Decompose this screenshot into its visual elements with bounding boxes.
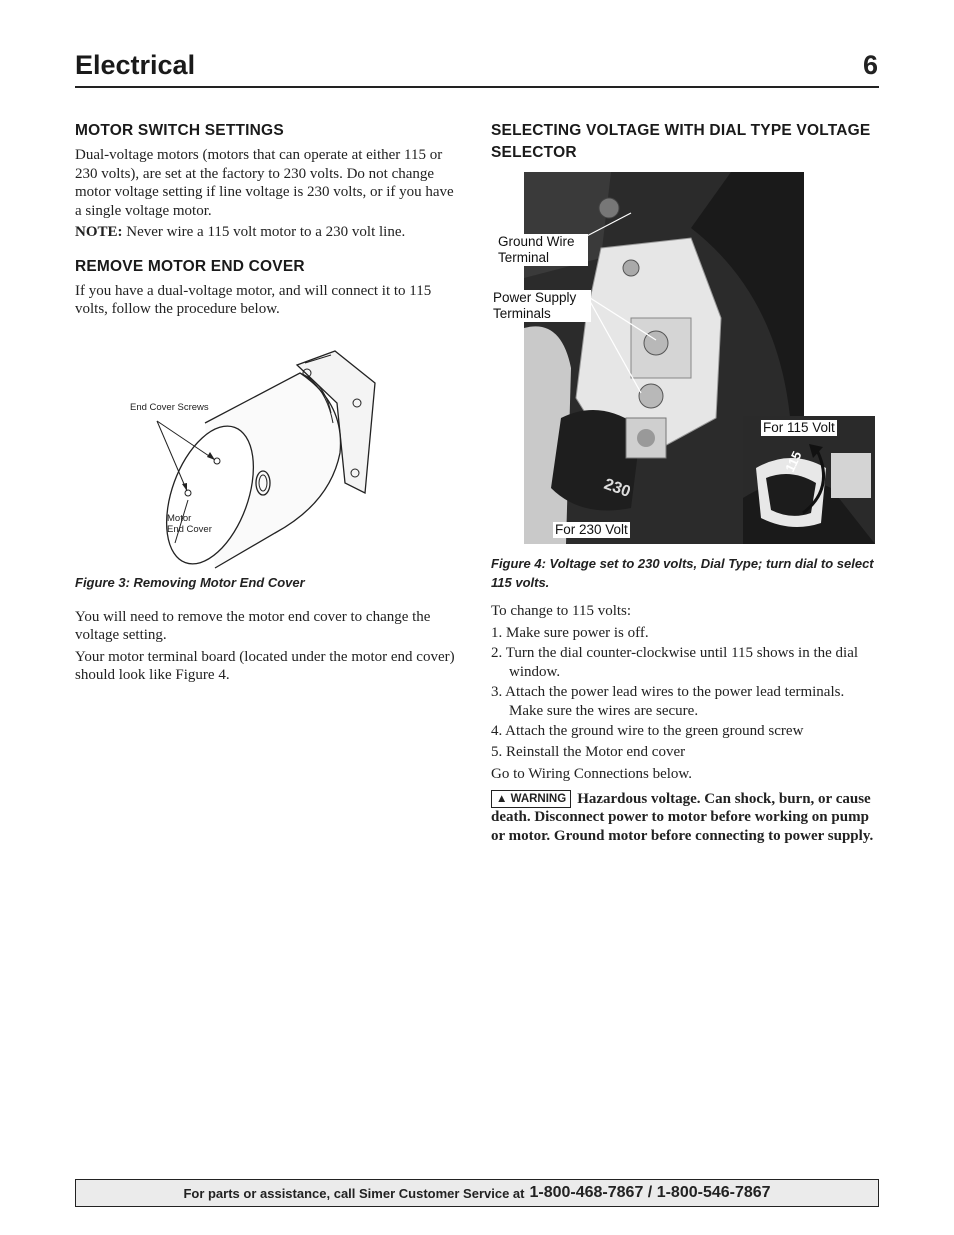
callout-115-volt: For 115 Volt [763, 420, 835, 435]
remove-cover-heading: REMOVE MOTOR END COVER [75, 257, 305, 275]
figure-4 [491, 168, 881, 548]
para-remove-cover: You will need to remove the motor end cover to change the voltage setting. [75, 608, 431, 643]
terminal-photo [491, 168, 881, 548]
title-rule [75, 86, 879, 88]
para-terminal-board: Your motor terminal board (located under the motor end cover) should look like Figure 4. [75, 648, 455, 683]
steps-intro: To change to 115 volts: [491, 603, 632, 619]
label-end-cover: End Cover [167, 523, 212, 535]
label-motor-end-cover [167, 513, 212, 535]
callout-ground-wire: Ground Wire Terminal [496, 234, 588, 266]
figure-3 [75, 343, 460, 573]
page-number: 6 [862, 50, 878, 80]
step-item: 1. Make sure power is off. [491, 624, 649, 641]
label-end-cover-screws: End Cover Screws [130, 401, 209, 413]
footer-contact [75, 1179, 879, 1207]
motor-switch-heading: MOTOR SWITCH SETTINGS [75, 122, 284, 139]
footer-phone: 1-800-468-7867 / 1-800-546-7867 [529, 1184, 771, 1201]
remove-cover-body: If you have a dual-voltage motor, and will connect it to 115 volts, follow the procedure below. [75, 282, 432, 317]
note-label: NOTE: [75, 224, 123, 240]
warning-triangle-icon: ▲ [496, 792, 508, 805]
step-item: 3. Attach the power lead wires to the power lead terminals. Make sure the wires are secure. [491, 684, 845, 719]
figure-4-caption: Figure 4: Voltage set to 230 volts, Dial Type; turn dial to select 115 volts. [491, 556, 874, 590]
label-motor: Motor [167, 512, 192, 524]
warning-text: Hazardous voltage. Can shock, burn, or cause death. Disconnect power to motor before working on pump or motor. Ground motor before connecting to power supply. [491, 790, 874, 844]
callout-230-volt: For 230 Volt [555, 522, 628, 537]
callout-power-supply: Power Supply Terminals [491, 290, 591, 322]
goto-wiring: Go to Wiring Connections below. [491, 766, 693, 782]
note-text: Never wire a 115 volt motor to a 230 volt line. [122, 224, 406, 240]
motor-switch-note [75, 223, 460, 242]
left-column [75, 120, 460, 688]
dial-115-mark: 115 [782, 448, 805, 475]
warning-block [491, 790, 881, 846]
warning-badge-label: WARNING [510, 792, 567, 805]
right-column [491, 120, 881, 848]
motor-switch-body: Dual-voltage motors (motors that can operate at either 115 or 230 volts), are set at the factory to 230 volts. Do not change motor voltage setting if line voltage is 230 volts, or if you have a single voltage motor. [75, 147, 454, 219]
motor-illustration [75, 343, 460, 573]
steps-list [491, 624, 881, 762]
step-item: 2. Turn the dial counter-clockwise until 115 shows in the dial window. [491, 645, 859, 680]
page-title: Electrical [75, 50, 196, 80]
warning-badge [491, 790, 571, 808]
step-item: 4. Attach the ground wire to the green ground screw [491, 723, 804, 739]
figure-3-caption: Figure 3: Removing Motor End Cover [75, 574, 305, 590]
step-item: 5. Reinstall the Motor end cover [491, 743, 686, 760]
footer-text: For parts or assistance, call Simer Customer Service at [183, 1185, 525, 1201]
dial-selector-heading: SELECTING VOLTAGE WITH DIAL TYPE VOLTAGE SELECTOR [491, 122, 871, 161]
dial-230-mark: 230 [601, 475, 633, 501]
